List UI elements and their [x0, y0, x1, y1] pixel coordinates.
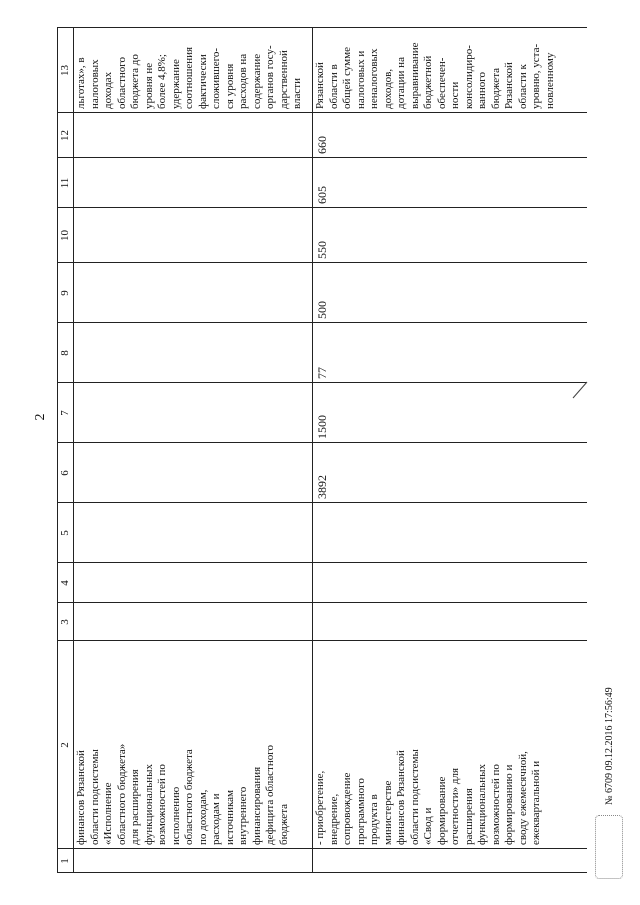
- footer-registration: [600, 615, 620, 805]
- col-header-4: 4: [59, 580, 71, 586]
- row1-description: финансов Рязанской области подсистемы «Исполнение областного бюджета» для расширения функциональных возможностей по исполнению областного бюджета по доходам, расходам и источникам внутреннего финансирования дефицита областного бюджета: [75, 743, 290, 845]
- budget-table: [57, 28, 587, 873]
- col-header-12: 12: [59, 130, 71, 141]
- col-header-5: 5: [59, 530, 71, 536]
- col-header-8: 8: [59, 350, 71, 356]
- row2-indicator: Рязанской области в общей сумме налоговых и неналоговых доходов, дотации на выравнивание бюджетной обеспечен- ности консолидиро- ванного бюджета Рязанской области к уровню, уста- новленному: [314, 42, 556, 109]
- col-header-1: 1: [59, 858, 71, 864]
- col-header-11: 11: [59, 177, 71, 189]
- registration-stamp: [595, 815, 623, 879]
- row1-indicator: льготах», в налоговых доходах областного бюджета до уровня не более 4,8%; удержание соотношения фактически сложившего- ся уровня расходов на содержание органов госу- дарственной власти: [75, 45, 303, 109]
- page-number: 2: [33, 413, 48, 421]
- col-header-13: 13: [59, 65, 71, 76]
- row2-col10-value: 550: [315, 241, 329, 259]
- col-header-6: 6: [59, 470, 71, 476]
- registration-number: № 6709 09.12.2016 17:56:49: [604, 687, 615, 805]
- row2-col9-value: 500: [315, 301, 329, 319]
- col-header-9: 9: [59, 290, 71, 296]
- row2-col12-value: 660: [315, 136, 329, 154]
- col-header-7: 7: [59, 410, 71, 416]
- col-header-3: 3: [59, 619, 71, 625]
- col-header-2: 2: [59, 742, 71, 748]
- row2-col7-value: 1500: [315, 415, 329, 439]
- row2-description: - приобретение, внедрение, сопровождение программного продукта в министерстве финансов Рязанской области подсистемы «Свод и формирование отчетности» для расширения функциональных возможностей по формированию и своду ежемесячной, ежеквартальной и: [314, 749, 542, 845]
- row2-col6-value: 3892: [315, 475, 329, 499]
- row2-col11-value: 605: [315, 186, 329, 204]
- col-header-10: 10: [59, 230, 71, 241]
- pen-mark: [571, 380, 589, 400]
- row2-col8-value: 77: [315, 367, 329, 379]
